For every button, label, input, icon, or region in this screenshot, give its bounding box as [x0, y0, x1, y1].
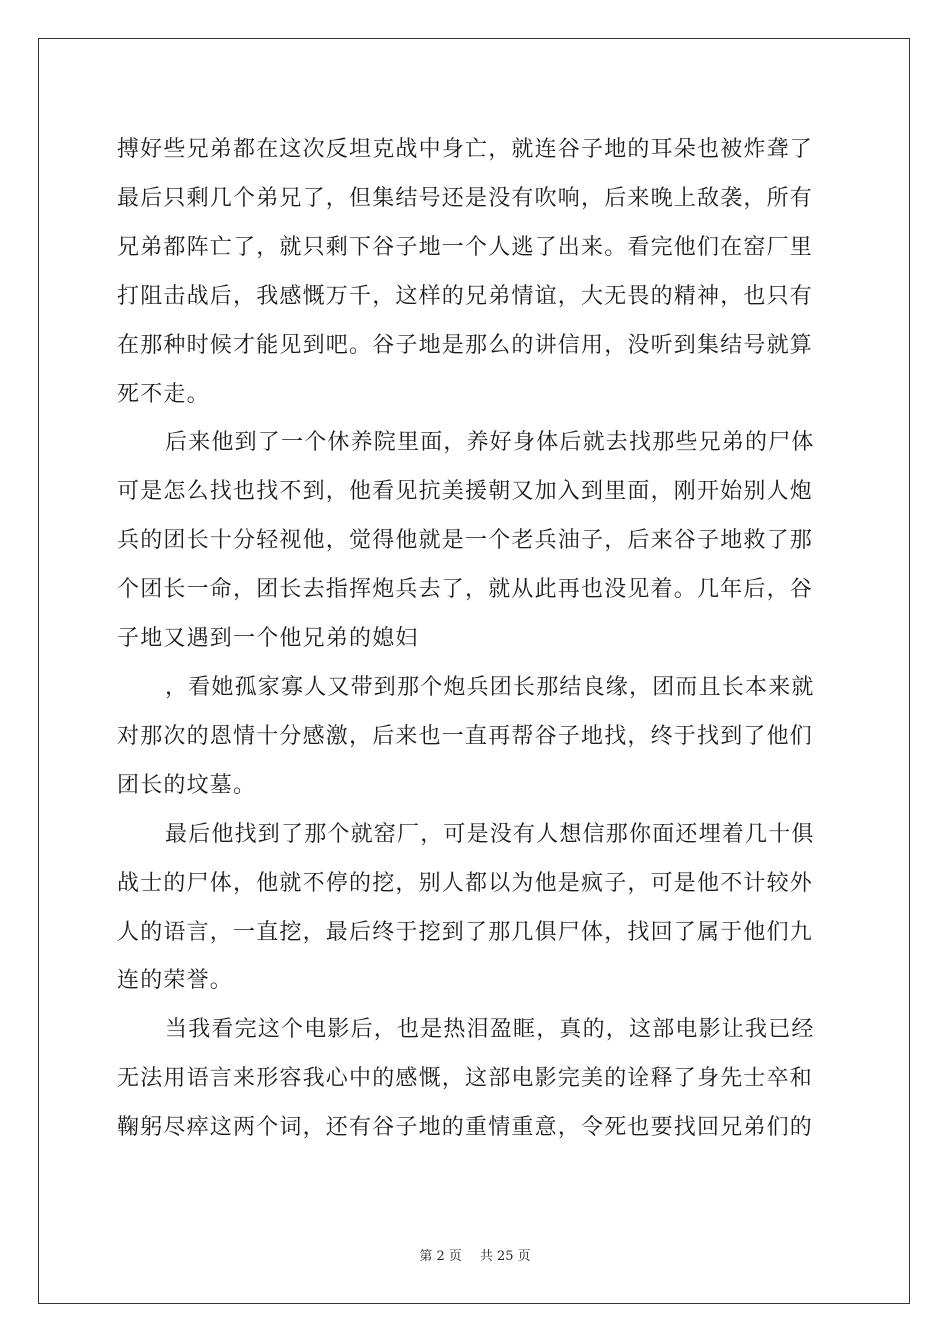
text-line: 鞠躬尽瘁这两个词，还有谷子地的重情重意，令死也要找回兄弟们的: [117, 1115, 814, 1141]
text-line: 搏好些兄弟都在这次反坦克战中身亡，就连谷子地的耳朵也被炸聋了: [117, 137, 814, 162]
page-total: 共 25 页: [479, 1249, 531, 1264]
text-line: 后来他到了一个休养院里面，养好身体后就去找那些兄弟的尸体: [165, 430, 815, 456]
text-line: 当我看完这个电影后，也是热泪盈眶，真的，这部电影让我已经: [165, 1017, 815, 1043]
text-line: 打阻击战后，我感慨万千，这样的兄弟情谊，大无畏的精神，也只有: [117, 283, 814, 309]
paragraph-4: [117, 811, 833, 1007]
text-line: 死不走。: [117, 381, 210, 407]
paragraph-3: [117, 664, 833, 811]
paragraph-2: [117, 419, 833, 664]
document-body: [117, 126, 833, 1153]
text-line: 战士的尸体，他就不停的挖，别人都以为他是疯子，可是他不计较外: [117, 870, 814, 896]
text-line: 最后他找到了那个就窑厂，可是没有人想信那你面还埋着几十俱: [165, 821, 815, 847]
text-line: 无法用语言来形容我心中的感慨，这部电影完美的诠释了身先士卒和: [117, 1066, 814, 1092]
text-line: 可是怎么找也找不到，他看见抗美援朝又加入到里面，刚开始别人炮: [117, 479, 814, 505]
text-line: 个团长一命，团长去指挥炮兵去了，就从此再也没见着。几年后，谷: [117, 577, 814, 603]
text-line: 兵的团长十分轻视他，觉得他就是一个老兵油子，后来谷子地救了那: [117, 528, 814, 554]
text-line: 人的语言，一直挖，最后终于挖到了那几俱尸体，找回了属于他们九: [117, 919, 814, 945]
text-line: 最后只剩几个弟兄了，但集结号还是没有吹响，后来晚上敌袭，所有: [117, 185, 814, 211]
page-footer: [0, 1245, 950, 1264]
text-line: 连的荣誉。: [117, 968, 234, 994]
text-line: 对那次的恩情十分感激，后来也一直再帮谷子地找，终于找到了他们: [117, 723, 814, 749]
text-line: 子地又遇到一个他兄弟的媳妇: [117, 626, 419, 652]
text-line: ，看她孤家寡人又带到那个炮兵团长那结良缘，团而且长本来就: [165, 674, 815, 700]
text-line: 在那种时候才能见到吧。谷子地是那么的讲信用，没听到集结号就算: [117, 332, 814, 358]
page-number: 第 2 页: [419, 1249, 462, 1264]
text-line: 兄弟都阵亡了，就只剩下谷子地一个人逃了出来。看完他们在窑厂里: [117, 234, 814, 260]
paragraph-1: [117, 126, 833, 419]
paragraph-5: [117, 1006, 833, 1153]
text-line: 团长的坟墓。: [117, 772, 257, 798]
